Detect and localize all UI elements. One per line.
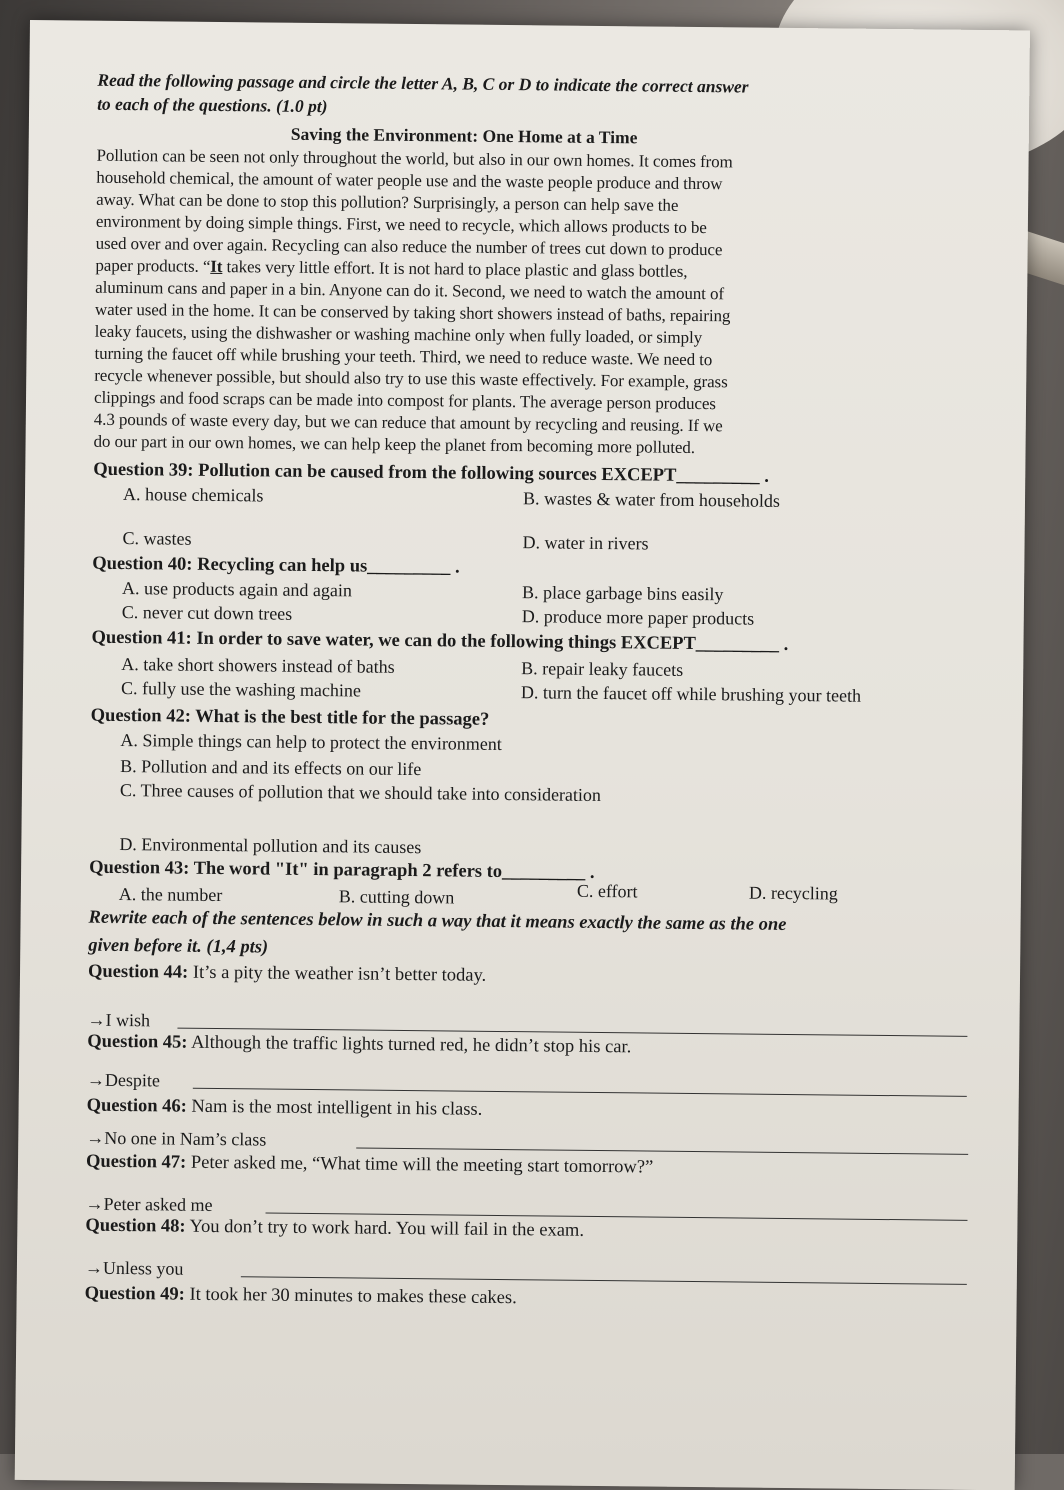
passage-line-rest: takes very little effort. It is not hard to place plastic and glass bottles, [222,257,688,281]
question-41-stem: Question 41: In order to save water, we can do the following things EXCEPT_________ . [91,627,789,655]
question-47-label: Question 47: [85,1151,187,1173]
question-39-stem: Question 39: Pollution can be caused from the following sources EXCEPT_________ . [93,459,769,487]
q40-option-b[interactable]: B. place garbage bins easily [521,582,724,605]
question-40-stem: Question 40: Recycling can help us_________ . [92,553,460,578]
q41-option-c[interactable]: C. fully use the washing machine [120,677,362,701]
passage-line: used over and over again. Recycling can also reduce the number of trees cut down to produce [95,233,723,260]
question-42-stem: Question 42: What is the best title for the passage? [90,705,490,730]
rewrite-instructions-line-1: Rewrite each of the sentences below in such a way that it means exactly the same as the one [88,907,787,935]
question-45-text: Although the traffic lights turned red, he didn’t stop his car. [187,1032,632,1058]
q39-option-a[interactable]: A. house chemicals [122,484,264,506]
q45-answer-line[interactable] [193,1088,967,1097]
q43-option-a[interactable]: A. the number [118,883,223,906]
q42-option-d[interactable]: D. Environmental pollution and its causes [119,833,422,858]
passage-line: clippings and food scraps can be made into compost for plants. The average person produces [93,387,716,414]
question-44-text: It’s a pity the weather isn’t better today. [188,962,487,986]
passage-line: do our part in our own homes, we can help keep the planet from becoming more polluted. [93,431,696,457]
passage-line: 4.3 pounds of waste every day, but we can reduce that amount by recycling and reusing. If we [93,409,723,436]
question-46 [87,1095,483,1121]
question-44-label: Question 44: [87,961,189,983]
q48-answer-line[interactable] [241,1276,967,1285]
q42-option-a[interactable]: A. Simple things can help to protect the environment [120,729,502,754]
instructions-line-1: Read the following passage and circle the letter A, B, C or D to indicate the correct answer [97,69,749,97]
passage-line: household chemical, the amount of water people use and the waste people produce and throw [96,167,723,194]
question-49-text: It took her 30 minutes to makes these cakes. [184,1284,517,1309]
passage-line: aluminum cans and paper in a bin. Anyone can do it. Second, we need to watch the amount of [95,277,725,304]
q41-option-d[interactable]: D. turn the faucet off while brushing your teeth [520,682,862,706]
q40-option-c[interactable]: C. never cut down trees [121,601,293,624]
question-46-label: Question 46: [86,1095,187,1117]
passage-line: turning the faucet off while brushing your teeth. Third, we need to reduce waste. We need to [94,343,713,370]
q48-answer-prompt: →Unless you [84,1257,184,1279]
q41-option-b[interactable]: B. repair leaky faucets [521,658,684,680]
q41-option-a[interactable]: A. take short showers instead of baths [121,653,395,677]
passage-line: leaky faucets, using the dishwasher or washing machine only when fully loaded, or simply [94,321,703,348]
worksheet-paper [15,20,1030,1490]
q39-option-c[interactable]: C. wastes [122,527,192,549]
question-45 [87,1031,631,1059]
q42-option-c[interactable]: C. Three causes of pollution that we should take into consideration [119,779,602,806]
q47-answer-prompt: →Peter asked me [85,1193,213,1215]
question-48 [85,1215,584,1242]
passage-line: Pollution can be seen not only throughout the world, but also in our own homes. It comes from [96,145,733,172]
question-45-label: Question 45: [87,1031,188,1053]
q46-answer-prompt: →No one in Nam’s class [86,1127,267,1150]
passage-title: Saving the Environment: One Home at a Time [290,123,638,148]
question-48-text: You don’t try to work hard. You will fail in the exam. [185,1216,585,1241]
passage-line: environment by doing simple things. First, we need to recycle, which allows products to be [95,211,707,238]
q42-option-b[interactable]: B. Pollution and and its effects on our life [120,755,422,780]
q40-option-d[interactable]: D. produce more paper products [521,606,755,629]
question-46-text: Nam is the most intelligent in his class. [186,1096,483,1120]
question-48-label: Question 48: [85,1215,186,1237]
question-44 [88,961,486,987]
rewrite-instructions-line-2: given before it. (1,4 pts) [88,935,269,958]
word-it: It [210,256,223,277]
question-49-label: Question 49: [84,1283,185,1305]
passage-line: recycle whenever possible, but should also try to use this waste effectively. For example, grass [94,365,728,392]
passage-line: away. What can be done to stop this pollution? Surprisingly, a person can help save the [96,189,679,215]
q39-option-d[interactable]: D. water in rivers [522,532,649,554]
q43-option-d[interactable]: D. recycling [748,882,838,904]
worksheet-content [84,69,997,1309]
question-47 [86,1151,653,1179]
question-47-text: Peter asked me, “What time will the meeting start tomorrow?” [186,1152,654,1178]
q43-option-c[interactable]: C. effort [576,880,638,902]
q40-option-a[interactable]: A. use products again and again [121,577,353,601]
q39-option-b[interactable]: B. wastes & water from households [522,488,781,511]
passage-line-start: paper products. “ [95,255,211,276]
question-49 [85,1283,517,1310]
q45-answer-prompt: →Despite [86,1069,160,1091]
passage-line: water used in the home. It can be conserved by taking short showers instead of baths, repairing [94,299,731,326]
question-43-stem: Question 43: The word "It" in paragraph 2 refers to_________ . [89,857,595,883]
q44-answer-prompt: →I wish [87,1009,151,1031]
instructions-line-2: to each of the questions. (1.0 pt) [97,93,328,117]
q43-option-b[interactable]: B. cutting down [338,886,455,908]
